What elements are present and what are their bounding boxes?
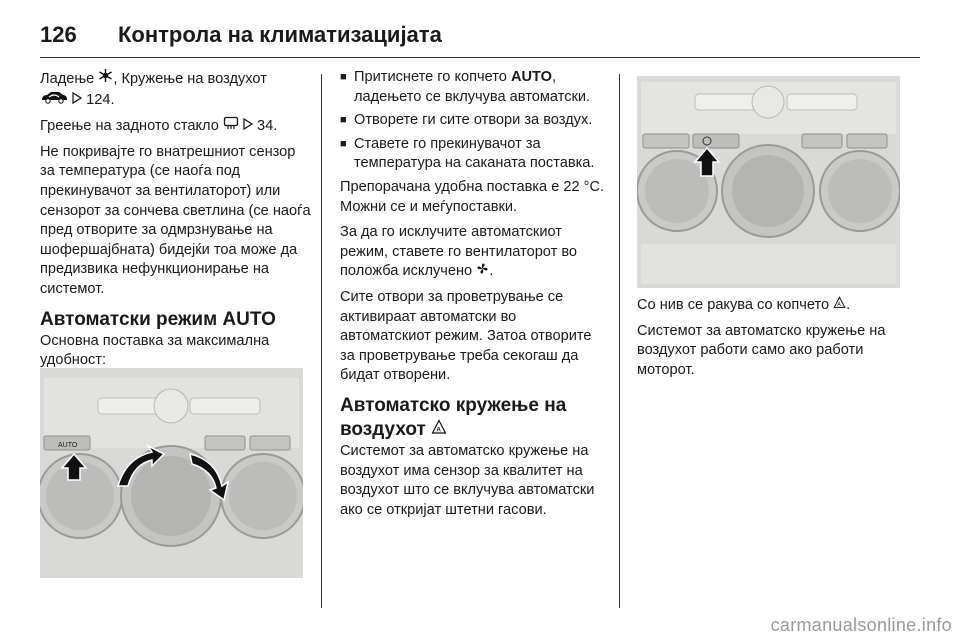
paragraph-air-quality: Системот за автоматско кружење на воздухот има сензор за квалитет на воздухот што се вклучува автоматски ако се откријат штетни гасови. (340, 442, 595, 518)
heading-auto-recirculation: Автоматско кружење на воздухот A (340, 394, 567, 440)
climate-panel-photo-recirculation (637, 76, 900, 288)
column-divider (321, 74, 322, 608)
rear-window-heater-icon (223, 116, 239, 137)
triangle-ref-icon (72, 91, 82, 111)
auto-recirculation-icon (431, 418, 447, 442)
svg-text:A: A (837, 302, 841, 309)
paragraph-disable-auto: За да го исклучите автоматскиот режим, ставете го вентилаторот во положба исклучено . (340, 223, 606, 282)
triangle-ref-icon (243, 117, 253, 137)
snowflake-icon (98, 68, 113, 90)
column-right (637, 296, 917, 386)
list-item: ■ Отворете ги сите отвори за воздух. (340, 112, 593, 129)
page-header (40, 14, 920, 58)
list-item: ■ Ставете го прекинувачот за температура на саканата поставка. (340, 135, 595, 172)
climate-panel-photo-auto (40, 368, 303, 578)
heading-auto-mode: Автоматски режим AUTO (40, 308, 276, 330)
car-recirculation-icon (40, 90, 68, 111)
header-rule (40, 57, 920, 58)
paragraph-operate-button: Со нив се ракува со копчето A . (637, 296, 917, 316)
svg-text:A: A (436, 426, 442, 434)
paragraph-auto-intro: Основна поставка за максимална удобност: (40, 332, 270, 369)
paragraph-sensor-warning: Не покривајте го внатрешниот сензор за температура (се наоѓа под прекинувачот за вентилаторот) или сензорот за сончева светлина (се наоѓа пред отворите за одмрзнување на шофершајбната) бидејќи тоа може да предизвика нефункционирање на системот. (40, 143, 311, 297)
paragraph-vents: Сите отвори за проветрување се активираат автоматски во автоматскиот режим. Затоа отворите за проветрување треба секогаш да бидат отворени. (340, 288, 592, 384)
paragraph-rear-window: Греење на задното стакло 34. (40, 116, 312, 137)
auto-button-label: AUTO (58, 442, 78, 449)
fan-icon (476, 262, 489, 282)
column-left (40, 68, 312, 377)
auto-recirculation-icon (833, 296, 846, 316)
page-number: 126 (40, 22, 77, 47)
paragraph-cooling: Ладење , Кружење на воздухот 124. (40, 68, 312, 110)
paragraph-engine-running: Системот за автоматско кружење на воздухот работи само ако работи моторот. (637, 322, 886, 378)
list-item: ■ Притиснете го копчето AUTO, ладењето се вклучува автоматски. (340, 69, 591, 105)
column-middle (340, 68, 606, 526)
paragraph-recommended: Препорачана удобна поставка е 22 °C. Можни се и меѓупоставки. (340, 178, 605, 215)
column-divider (619, 74, 620, 608)
page-title: Контрола на климатизацијата (118, 22, 442, 47)
watermark: carmanualsonline.info (770, 615, 952, 635)
